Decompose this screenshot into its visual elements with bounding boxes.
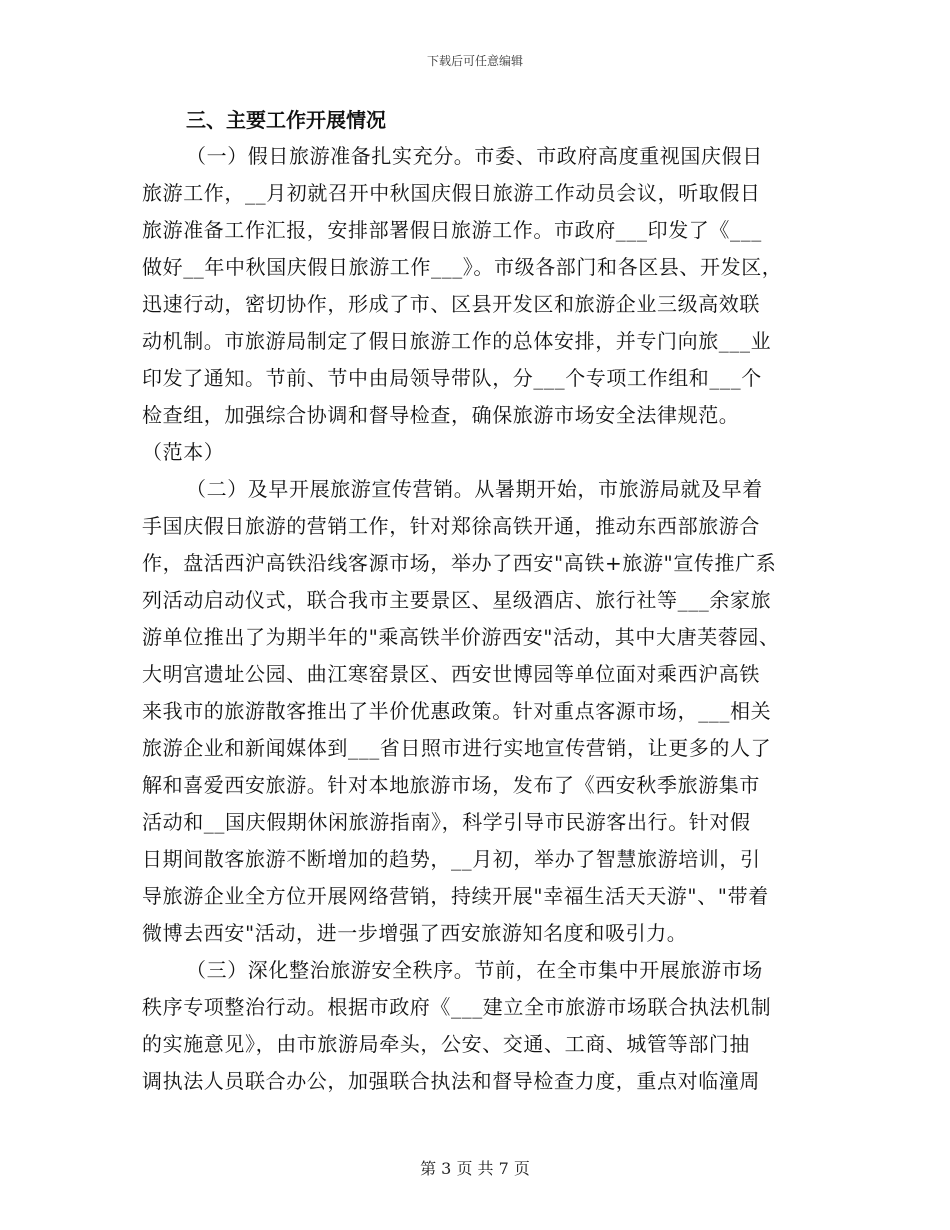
paragraph-line: 旅游工作，__月初就召开中秋国庆假日旅游工作动员会议，听取假日: [142, 181, 761, 205]
paragraph-line: （一）假日旅游准备扎实充分。市委、市政府高度重视国庆假日: [186, 144, 763, 168]
paragraph-line: 秩序专项整治行动。根据市政府《___建立全市旅游市场联合执法机制: [142, 995, 772, 1019]
paragraph-holiday-preparation: [142, 138, 820, 471]
paragraph-line: 手国庆假日旅游的营销工作，针对郑徐高铁开通，推动东西部旅游合: [142, 514, 760, 538]
paragraph-line: 调执法人员联合办公，加强联合执法和督导检查力度，重点对临潼周: [142, 1069, 760, 1093]
paragraph-line: 导旅游企业全方位开展网络营销，持续开展"幸福生活天天游"、"带着: [142, 884, 769, 908]
paragraph-line: 旅游企业和新闻媒体到___省日照市进行实地宣传营销，让更多的人了: [142, 736, 772, 760]
paragraph-tourism-marketing: [142, 471, 820, 952]
paragraph-safety-order: [142, 952, 820, 1100]
paragraph-line: 大明宫遗址公园、曲江寒窑景区、西安世博园等单位面对乘西沪高铁: [142, 662, 760, 686]
paragraph-line: 印发了通知。节前、节中由局领导带队，分___个专项工作组和___个: [142, 366, 762, 390]
paragraph-line: 检查组，加强综合协调和督导检查，确保旅游市场安全法律规范。: [142, 403, 740, 427]
paragraph-line: 迅速行动，密切协作，形成了市、区县开发区和旅游企业三级高效联: [142, 292, 760, 316]
paragraph-line: （二）及早开展旅游宣传营销。从暑期开始，市旅游局就及早着: [186, 477, 763, 501]
section-heading: 三、主要工作开展情况: [186, 108, 386, 132]
paragraph-line: 来我市的旅游散客推出了半价优惠政策。针对重点客源市场，___相关: [142, 699, 772, 723]
page-header: 下载后可任意编辑: [426, 54, 523, 68]
paragraph-line: 动机制。市旅游局制定了假日旅游工作的总体安排，并专门向旅___业: [142, 329, 772, 353]
document-body: [142, 102, 820, 1100]
paragraph-line: 作，盘活西沪高铁沿线客源市场，举办了西安"高铁+旅游"宣传推广系: [142, 551, 777, 575]
paragraph-line: 解和喜爱西安旅游。针对本地旅游市场，发布了《西安秋季旅游集市: [142, 773, 760, 797]
paragraph-line: 微博去西安"活动，进一步增强了西安旅游知名度和吸引力。: [142, 921, 688, 945]
sample-note: （范本）: [142, 440, 225, 464]
paragraph-line: 的实施意见》，由市旅游局牵头，公安、交通、工商、城管等部门抽: [142, 1032, 750, 1056]
paragraph-line: 游单位推出了为期半年的"乘高铁半价游西安"活动，其中大唐芙蓉园、: [142, 625, 780, 649]
page-number-footer: 第 3 页 共 7 页: [420, 1159, 530, 1178]
paragraph-line: 列活动启动仪式，联合我市主要景区、星级酒店、旅行社等___余家旅: [142, 588, 772, 612]
paragraph-line: 日期间散客旅游不断增加的趋势，__月初，举办了智慧旅游培训，引: [142, 847, 761, 871]
paragraph-line: （三）深化整治旅游安全秩序。节前，在全市集中开展旅游市场: [186, 958, 763, 982]
paragraph-line: 旅游准备工作汇报，安排部署假日旅游工作。市政府___印发了《___: [142, 218, 762, 242]
paragraph-line: 做好__年中秋国庆假日旅游工作___》。市级各部门和各区县、开发区，: [142, 255, 783, 279]
paragraph-line: 活动和__国庆假期休闲旅游指南》，科学引导市民游客出行。针对假: [142, 810, 751, 834]
